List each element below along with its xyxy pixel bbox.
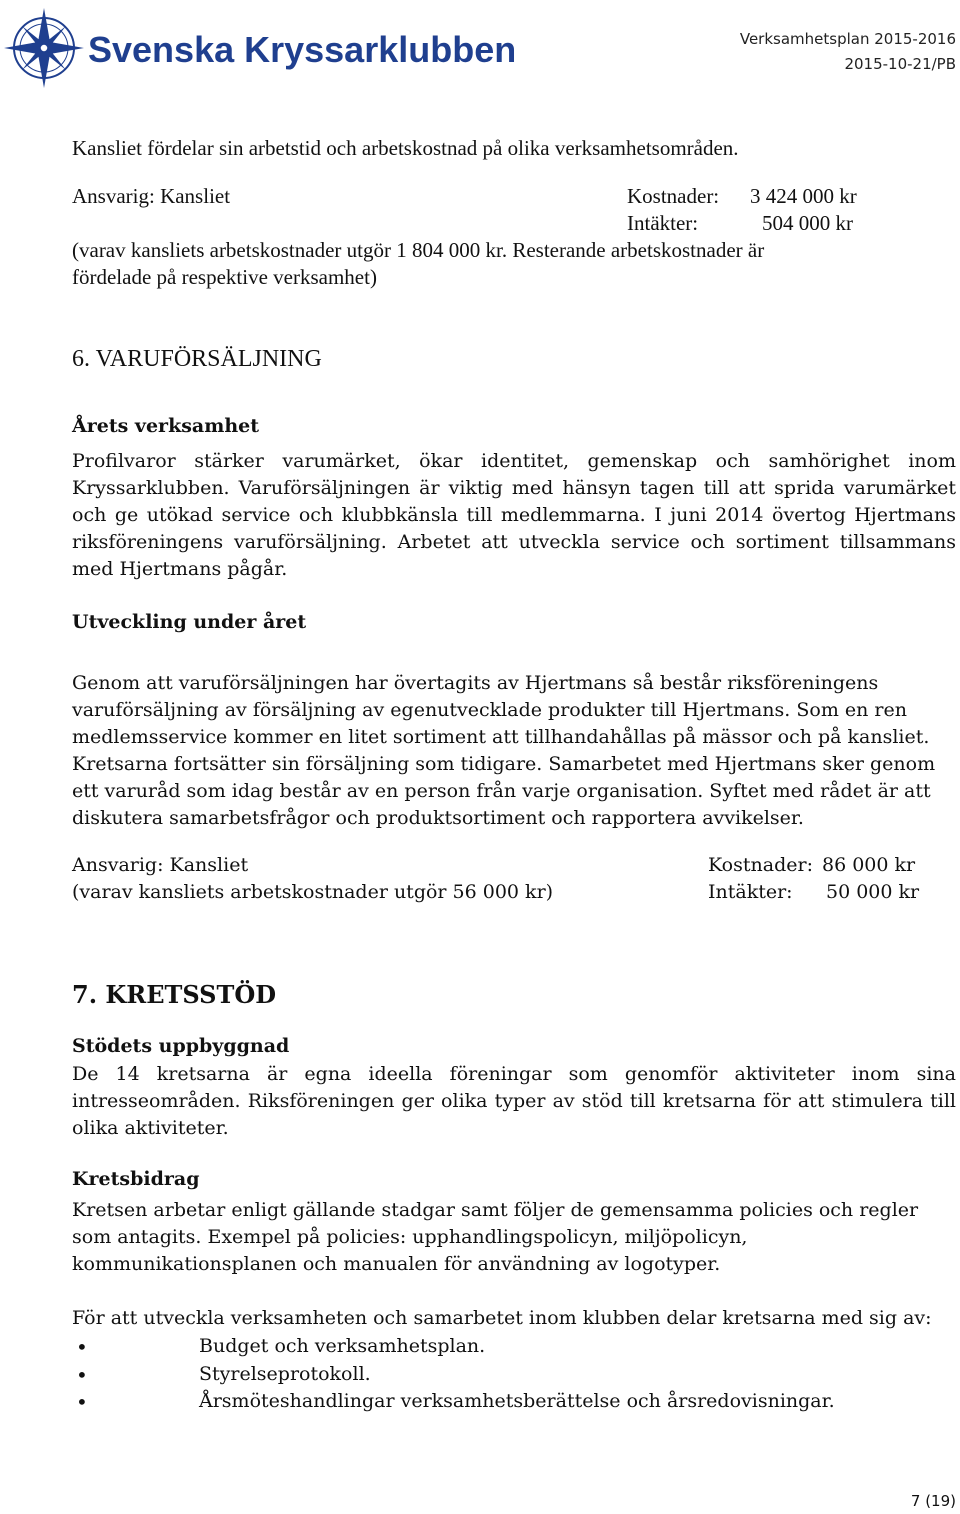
section-7-paragraph-2-line-2: som antagits. Exempel på policies: upphandlingspolicyn, miljöpolicyn, [72,1226,748,1248]
bullet-icon: • [76,1363,88,1387]
section-7-paragraph-2-line-3: kommunikationsplanen och manualen för användning av logotyper. [72,1253,721,1275]
section-7-paragraph-1: De 14 kretsarna är egna ideella föreningar som genomför aktiviteter inom sina intresseområden. Riksföreningen ger olika typer av stöd till kretsarna för att stimulera till olika aktiviteter. [72,1063,956,1139]
section-6-subheading-utveckling: Utveckling under året [72,611,307,633]
kansli-cost-label: Kostnader: [627,184,720,208]
section-6-responsible: Ansvarig: Kansliet [72,854,249,876]
section-6-cost-value: 86 000 kr [822,854,916,876]
plan-reference: 2015-10-21/PB [844,55,956,73]
section-7-paragraph-2-line-1: Kretsen arbetar enligt gällande stadgar samt följer de gemensamma policies och regler [72,1199,919,1221]
section-7-heading: 7. KRETSSTÖD [72,980,277,1009]
bullet-icon: • [76,1390,88,1414]
logo-wordmark: Svenska Kryssarklubben [88,29,517,70]
list-item: Styrelseprotokoll. [199,1363,371,1385]
section-7-paragraph-3: För att utveckla verksamheten och samarbetet inom klubben delar kretsarna med sig av: [72,1307,932,1329]
plan-title: Verksamhetsplan 2015-2016 [739,30,956,48]
section-6-paragraph-1: Profilvaror stärker varumärket, ökar identitet, gemenskap och samhörighet inom Kryssarklubben. Varuförsäljningen är viktig med hänsyn tagen till att sprida varumärket och ge utökad service och klubbkänsla till medlemmarna. I juni 2014 övertog Hjertmans riksföreningens varuförsäljning. Arbetet att utveckla service och sortiment tillsammans med Hjertmans pågår. [72,450,956,580]
list-item: Budget och verksamhetsplan. [199,1335,486,1357]
section-6-cost-label: Kostnader: [708,854,813,876]
section-7-subheading-stodets-uppbyggnad: Stödets uppbyggnad [72,1035,290,1057]
kansli-responsible: Ansvarig: Kansliet [72,184,231,208]
kansli-cost-value: 3 424 000 kr [750,184,857,208]
section-6-income-value: 50 000 kr [826,881,920,903]
compass-rose-icon [8,5,517,91]
kansli-note-line1: (varav kansliets arbetskostnader utgör 1 804 000 kr. Resterande arbetskostnader är [72,238,765,262]
page-number: 7 (19) [910,1492,956,1510]
kansli-income-value: 504 000 kr [762,211,853,235]
section-7-subheading-kretsbidrag: Kretsbidrag [72,1168,200,1190]
section-6-note: (varav kansliets arbetskostnader utgör 56 000 kr) [72,881,554,903]
kansli-note-line2: fördelade på respektive verksamhet) [72,265,377,289]
section-6-income-label: Intäkter: [708,881,793,903]
list-item: Årsmöteshandlingar verksamhetsberättelse och årsredovisningar. [199,1390,835,1412]
kansli-income-label: Intäkter: [627,211,699,235]
section-6-subheading-arets-verksamhet: Årets verksamhet [72,415,260,437]
section-6-paragraph-2: Genom att varuförsäljningen har övertagits av Hjertmans så består riksföreningens varuförsäljning av försäljning av egenutvecklade produkter till Hjertmans. Som en ren medlemsservice kommer en litet sortiment att tillhandahållas på mässor och på kansliet. Kretsarna fortsätter sin försäljning som tidigare. Samarbetet med Hjertmans sker genom ett varuråd som idag består av en person från varje organisation. Syftet med rådet är att diskutera samarbetsfrågor och produktsortiment och rapportera avvikelser. [72,672,936,829]
kansli-intro: Kansliet fördelar sin arbetstid och arbetskostnad på olika verksamhetsområden. [72,136,739,160]
club-logo [8,5,517,91]
bullet-icon: • [76,1335,88,1359]
section-6-heading: 6. VARUFÖRSÄLJNING [72,346,322,372]
